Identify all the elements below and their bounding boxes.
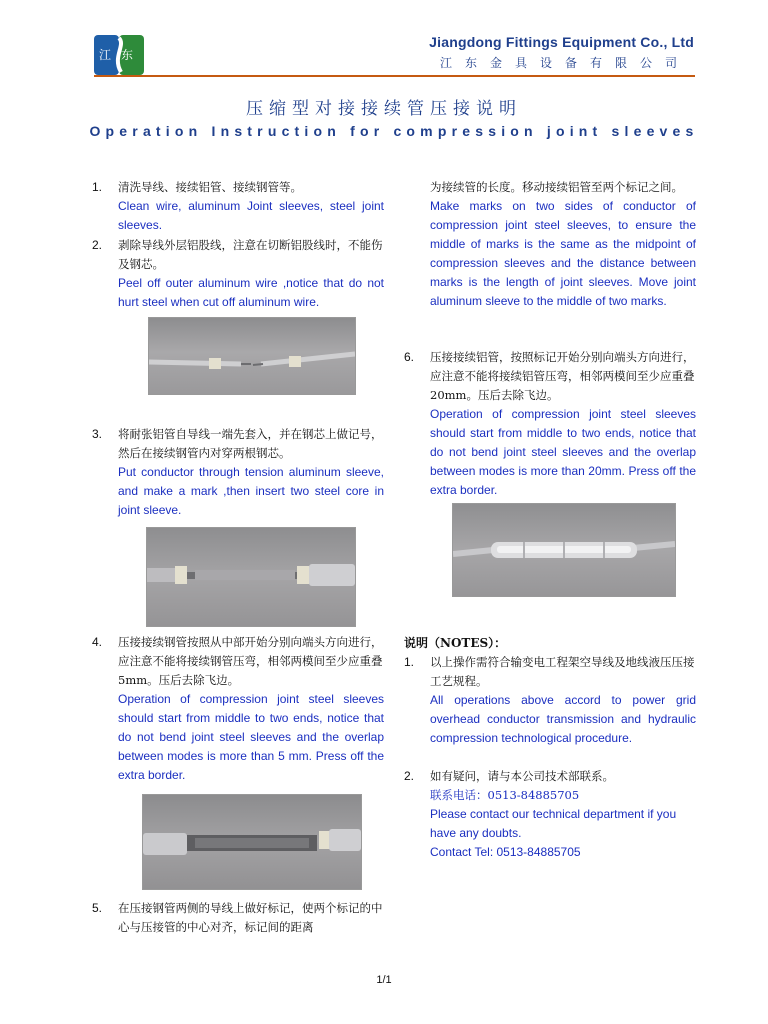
- step-text-en: Peel off outer aluminum wire ,notice that do not hurt steel when cut off aluminum wire.: [118, 276, 384, 309]
- step-text-en: Operation of compression joint steel sleeves should start from middle to two ends, notice that do not bend joint steel sleeves and the overlap between modes is more than 20mm. Press off the extra border.: [430, 407, 696, 497]
- step-text-en: Clean wire, aluminum Joint sleeves, steel joint sleeves.: [118, 199, 384, 232]
- note-text-en: Please contact our technical department if you have any doubts.: [430, 807, 677, 840]
- company-name-cn: 江东金具设备有限公司: [439, 56, 690, 70]
- step-2: [92, 236, 384, 312]
- header-divider: [94, 75, 695, 77]
- photo-stripped-wires: [148, 317, 356, 395]
- step-text-en: Operation of compression joint steel sleeves should start from middle to two ends, notice that do not bend joint steel sleeves and the overlap between modes is more than 5 mm. Press off the extra border.: [118, 692, 384, 782]
- note-2: [404, 767, 696, 862]
- note-1: [404, 653, 696, 748]
- step-number: 2.: [92, 238, 103, 252]
- step-6: [404, 348, 696, 500]
- company-logo: [94, 35, 144, 75]
- photo-steel-core-insert: [146, 527, 356, 627]
- step-5-continued: [404, 178, 696, 311]
- step-text-cn: 清洗导线、接续铝管、接续钢管等。: [118, 180, 302, 194]
- step-number: 5.: [92, 901, 103, 915]
- step-text-cn: 剥除导线外层铝股线，注意在切断铝股线时，不能伤及钢芯。: [118, 238, 383, 271]
- note-text-cn: 如有疑问，请与本公司技术部联系。: [430, 769, 614, 783]
- note-text-en: All operations above accord to power grid overhead conductor transmission and hydraulic compression technological procedure.: [430, 693, 696, 745]
- step-text-cn: 压接接续钢管按照从中部开始分别向端头方向进行，应注意不能将接续钢管压弯，相邻两模间至少应重叠 5mm。压后去除飞边。: [118, 635, 383, 687]
- step-text-cn-cont: 为接续管的长度。移动接续铝管至两个标记之间。: [430, 180, 683, 194]
- step-text-cn: 在压接钢管两侧的导线上做好标记，使两个标记的中心与压接管的中心对齐，标记间的距离: [118, 901, 383, 934]
- page-title-cn: 压缩型对接接续管压接说明: [246, 99, 522, 118]
- contact-tel-cn: 联系电话：0513-84885705: [430, 788, 580, 802]
- note-number: 1.: [404, 655, 415, 669]
- notes-heading: 说明（NOTES）：: [404, 636, 507, 650]
- step-4: [92, 633, 384, 785]
- step-number: 1.: [92, 180, 103, 194]
- step-text-cn: 压接接续铝管，按照标记开始分别向端头方向进行，应注意不能将接续铝管压弯，相邻两模间至少应重叠 20mm。压后去除飞边。: [430, 350, 695, 402]
- page-title-en: Operation Instruction for compression joint sleeves: [89, 123, 699, 139]
- step-number: 4.: [92, 635, 103, 649]
- step-number: 6.: [404, 350, 415, 364]
- contact-tel-en: Contact Tel: 0513-84885705: [430, 845, 581, 859]
- page-number: 1/1: [376, 974, 392, 986]
- photo-steel-sleeve-pressed: [142, 794, 362, 890]
- step-5: [92, 899, 384, 937]
- step-number: 3.: [92, 427, 103, 441]
- note-number: 2.: [404, 769, 415, 783]
- step-1: [92, 178, 384, 235]
- step-text-cn: 将耐张铝管自导线一端先套入，并在钢芯上做记号，然后在接续钢管内对穿两根钢芯。: [118, 427, 383, 460]
- company-name-en: Jiangdong Fittings Equipment Co., Ltd: [429, 34, 694, 50]
- photo-aluminum-sleeve-pressed: [452, 503, 676, 597]
- step-3: [92, 425, 384, 520]
- logo-text: 江东: [99, 48, 144, 62]
- step-text-en: Make marks on two sides of conductor of compression joint steel sleeves, to ensure the middle of marks is the same as the midpoint of compression sleeves and the distance between marks is the length of joint sleeves. Move joint aluminum sleeve to the middle of two marks.: [430, 199, 696, 308]
- step-text-en: Put conductor through tension aluminum sleeve, and make a mark ,then insert two steel core in joint sleeve.: [118, 465, 384, 517]
- note-text-cn: 以上操作需符合输变电工程架空导线及地线液压压接工艺规程。: [430, 655, 695, 688]
